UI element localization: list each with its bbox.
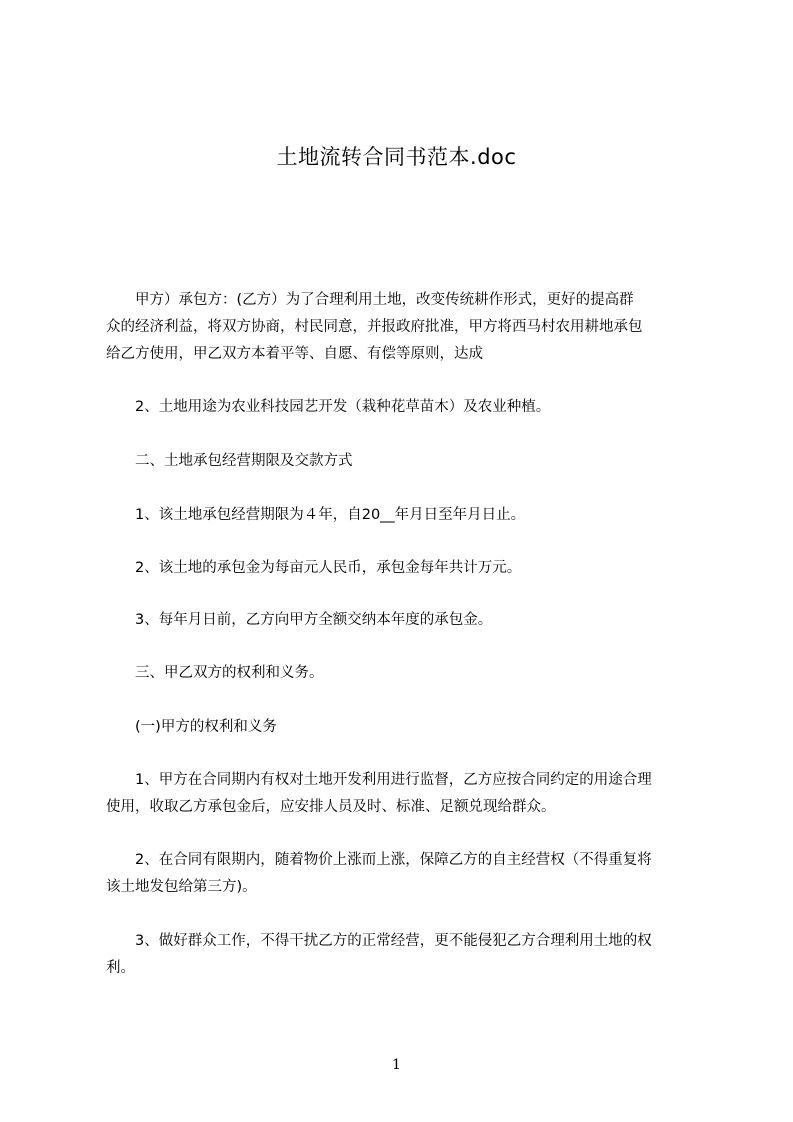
paragraph-party-a-3 [106, 928, 706, 982]
paragraph-line: 1、甲方在合同期内有权对土地开发利用进行监督，乙方应按合同约定的用途合理 [106, 772, 652, 788]
section-heading-rights [106, 660, 706, 687]
paragraph-intro [106, 287, 706, 368]
paragraph-party-a-2 [106, 847, 706, 901]
paragraph-line: 利。 [106, 960, 135, 976]
paragraph-line: 该土地发包给第三方)。 [106, 879, 257, 895]
page-number: 1 [392, 1057, 401, 1073]
paragraph-line: 二、土地承包经营期限及交款方式 [106, 453, 353, 469]
paragraph-line: 众的经济利益，将双方协商，村民同意，并报政府批准，甲方将西马村农用耕地承包 [106, 319, 643, 335]
paragraph-payment-date [106, 607, 706, 634]
paragraph-line: 3、每年月日前，乙方向甲方全额交纳本年度的承包金。 [106, 612, 493, 628]
paragraph-line: 给乙方使用，甲乙双方本着平等、自愿、有偿等原则，达成 [106, 346, 483, 362]
document-title: 土地流转合同书范本.doc [276, 145, 517, 169]
paragraph-term [106, 502, 706, 529]
paragraph-line: 甲方）承包方：(乙方）为了合理利用土地，改变传统耕作形式，更好的提高群 [106, 292, 634, 308]
section-heading-term-payment [106, 448, 706, 475]
subsection-heading-party-a [106, 714, 706, 741]
paragraph-line: 2、在合同有限期内，随着物价上涨而上涨，保障乙方的自主经营权（不得重复将 [106, 852, 652, 868]
paragraph-party-a-1 [106, 767, 706, 821]
paragraph-land-use [106, 394, 706, 421]
paragraph-fee [106, 555, 706, 582]
paragraph-line: 使用，收取乙方承包金后，应安排人员及时、标准、足额兑现给群众。 [106, 799, 556, 815]
paragraph-line: 三、甲乙双方的权利和义务。 [106, 665, 324, 681]
paragraph-line: 2、土地用途为农业科技园艺开发（栽种花草苗木）及农业种植。 [106, 399, 551, 415]
paragraph-line: 1、该土地承包经营期限为４年，自20__年月日至年月日止。 [106, 507, 526, 523]
paragraph-line: 2、该土地的承包金为每亩元人民币，承包金每年共计万元。 [106, 560, 522, 576]
paragraph-line: (一)甲方的权利和义务 [106, 719, 277, 735]
paragraph-line: 3、做好群众工作，不得干扰乙方的正常经营，更不能侵犯乙方合理利用土地的权 [106, 933, 652, 949]
